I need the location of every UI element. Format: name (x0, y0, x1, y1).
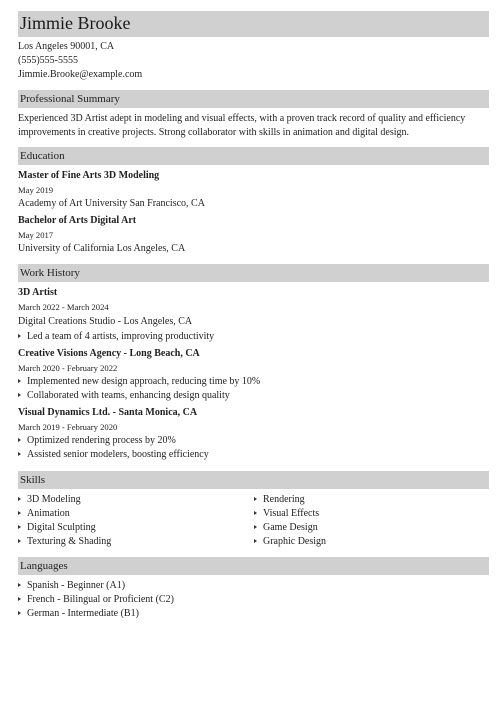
skill-item: Animation (18, 508, 70, 519)
degree-school: Academy of Art University San Francisco, CA (18, 198, 205, 209)
degree-date: May 2017 (18, 230, 54, 240)
summary-section-header (18, 90, 489, 108)
skills-section-header (18, 471, 489, 489)
bullet-icon (254, 525, 257, 529)
language-item: German - Intermediate (B1) (18, 608, 139, 619)
bullet-icon (254, 511, 257, 515)
work-section-title: Work History (20, 267, 80, 279)
languages-section-title: Languages (20, 560, 68, 572)
contact-phone: (555)555-5555 (18, 55, 78, 66)
bullet-icon (18, 611, 21, 615)
job-bullet: Optimized rendering process by 20% (18, 435, 176, 446)
skill-item: Game Design (254, 522, 318, 533)
job-title: 3D Artist (18, 287, 58, 298)
bullet-icon (254, 539, 257, 543)
skill-item: Rendering (254, 494, 305, 505)
name-header (18, 11, 489, 37)
contact-location: Los Angeles 90001, CA (18, 41, 115, 52)
language-item: Spanish - Beginner (A1) (18, 580, 125, 591)
bullet-icon (18, 334, 21, 338)
bullet-icon (18, 525, 21, 529)
job-bullet: Implemented new design approach, reducing time by 10% (18, 376, 260, 387)
bullet-icon (18, 497, 21, 501)
job-dates: March 2020 - February 2022 (18, 363, 118, 373)
bullet-icon (18, 379, 21, 383)
skill-item: Visual Effects (254, 508, 319, 519)
skills-section-title: Skills (20, 474, 46, 486)
degree-date: May 2019 (18, 185, 54, 195)
summary-section-title: Professional Summary (20, 93, 120, 105)
job-title: Creative Visions Agency - Long Beach, CA (18, 348, 200, 359)
language-item: French - Bilingual or Proficient (C2) (18, 594, 174, 605)
bullet-icon (18, 393, 21, 397)
education-section-title: Education (20, 150, 65, 162)
job-dates: March 2022 - March 2024 (18, 302, 109, 312)
job-title: Visual Dynamics Ltd. - Santa Monica, CA (18, 407, 198, 418)
bullet-icon (18, 539, 21, 543)
skill-item: Digital Sculpting (18, 522, 96, 533)
bullet-icon (18, 438, 21, 442)
job-dates: March 2019 - February 2020 (18, 422, 118, 432)
degree-school: University of California Los Angeles, CA (18, 243, 186, 254)
summary-line-2: improvements in creative projects. Strong collaborator with skills in animation and digital design. (18, 127, 410, 138)
languages-section-header (18, 557, 489, 575)
candidate-name: Jimmie Brooke (20, 13, 131, 33)
skill-item: Texturing & Shading (18, 536, 111, 547)
job-bullet: Assisted senior modelers, boosting efficiency (18, 449, 209, 460)
degree-title: Master of Fine Arts 3D Modeling (18, 170, 160, 181)
bullet-icon (18, 583, 21, 587)
summary-text (18, 112, 478, 140)
degree-title: Bachelor of Arts Digital Art (18, 215, 137, 226)
education-section-header (18, 147, 489, 165)
bullet-icon (18, 452, 21, 456)
job-bullet: Collaborated with teams, enhancing design quality (18, 390, 230, 401)
bullet-icon (18, 597, 21, 601)
skill-item: Graphic Design (254, 536, 326, 547)
job-bullet: Led a team of 4 artists, improving productivity (18, 331, 214, 342)
job-company: Digital Creations Studio - Los Angeles, CA (18, 316, 193, 327)
contact-email: Jimmie.Brooke@example.com (18, 69, 143, 80)
skill-item: 3D Modeling (18, 494, 81, 505)
summary-line-1: Experienced 3D Artist adept in modeling and visual effects, with a proven track record of quality and efficiency (18, 113, 466, 124)
bullet-icon (18, 511, 21, 515)
work-section-header (18, 264, 489, 282)
bullet-icon (254, 497, 257, 501)
